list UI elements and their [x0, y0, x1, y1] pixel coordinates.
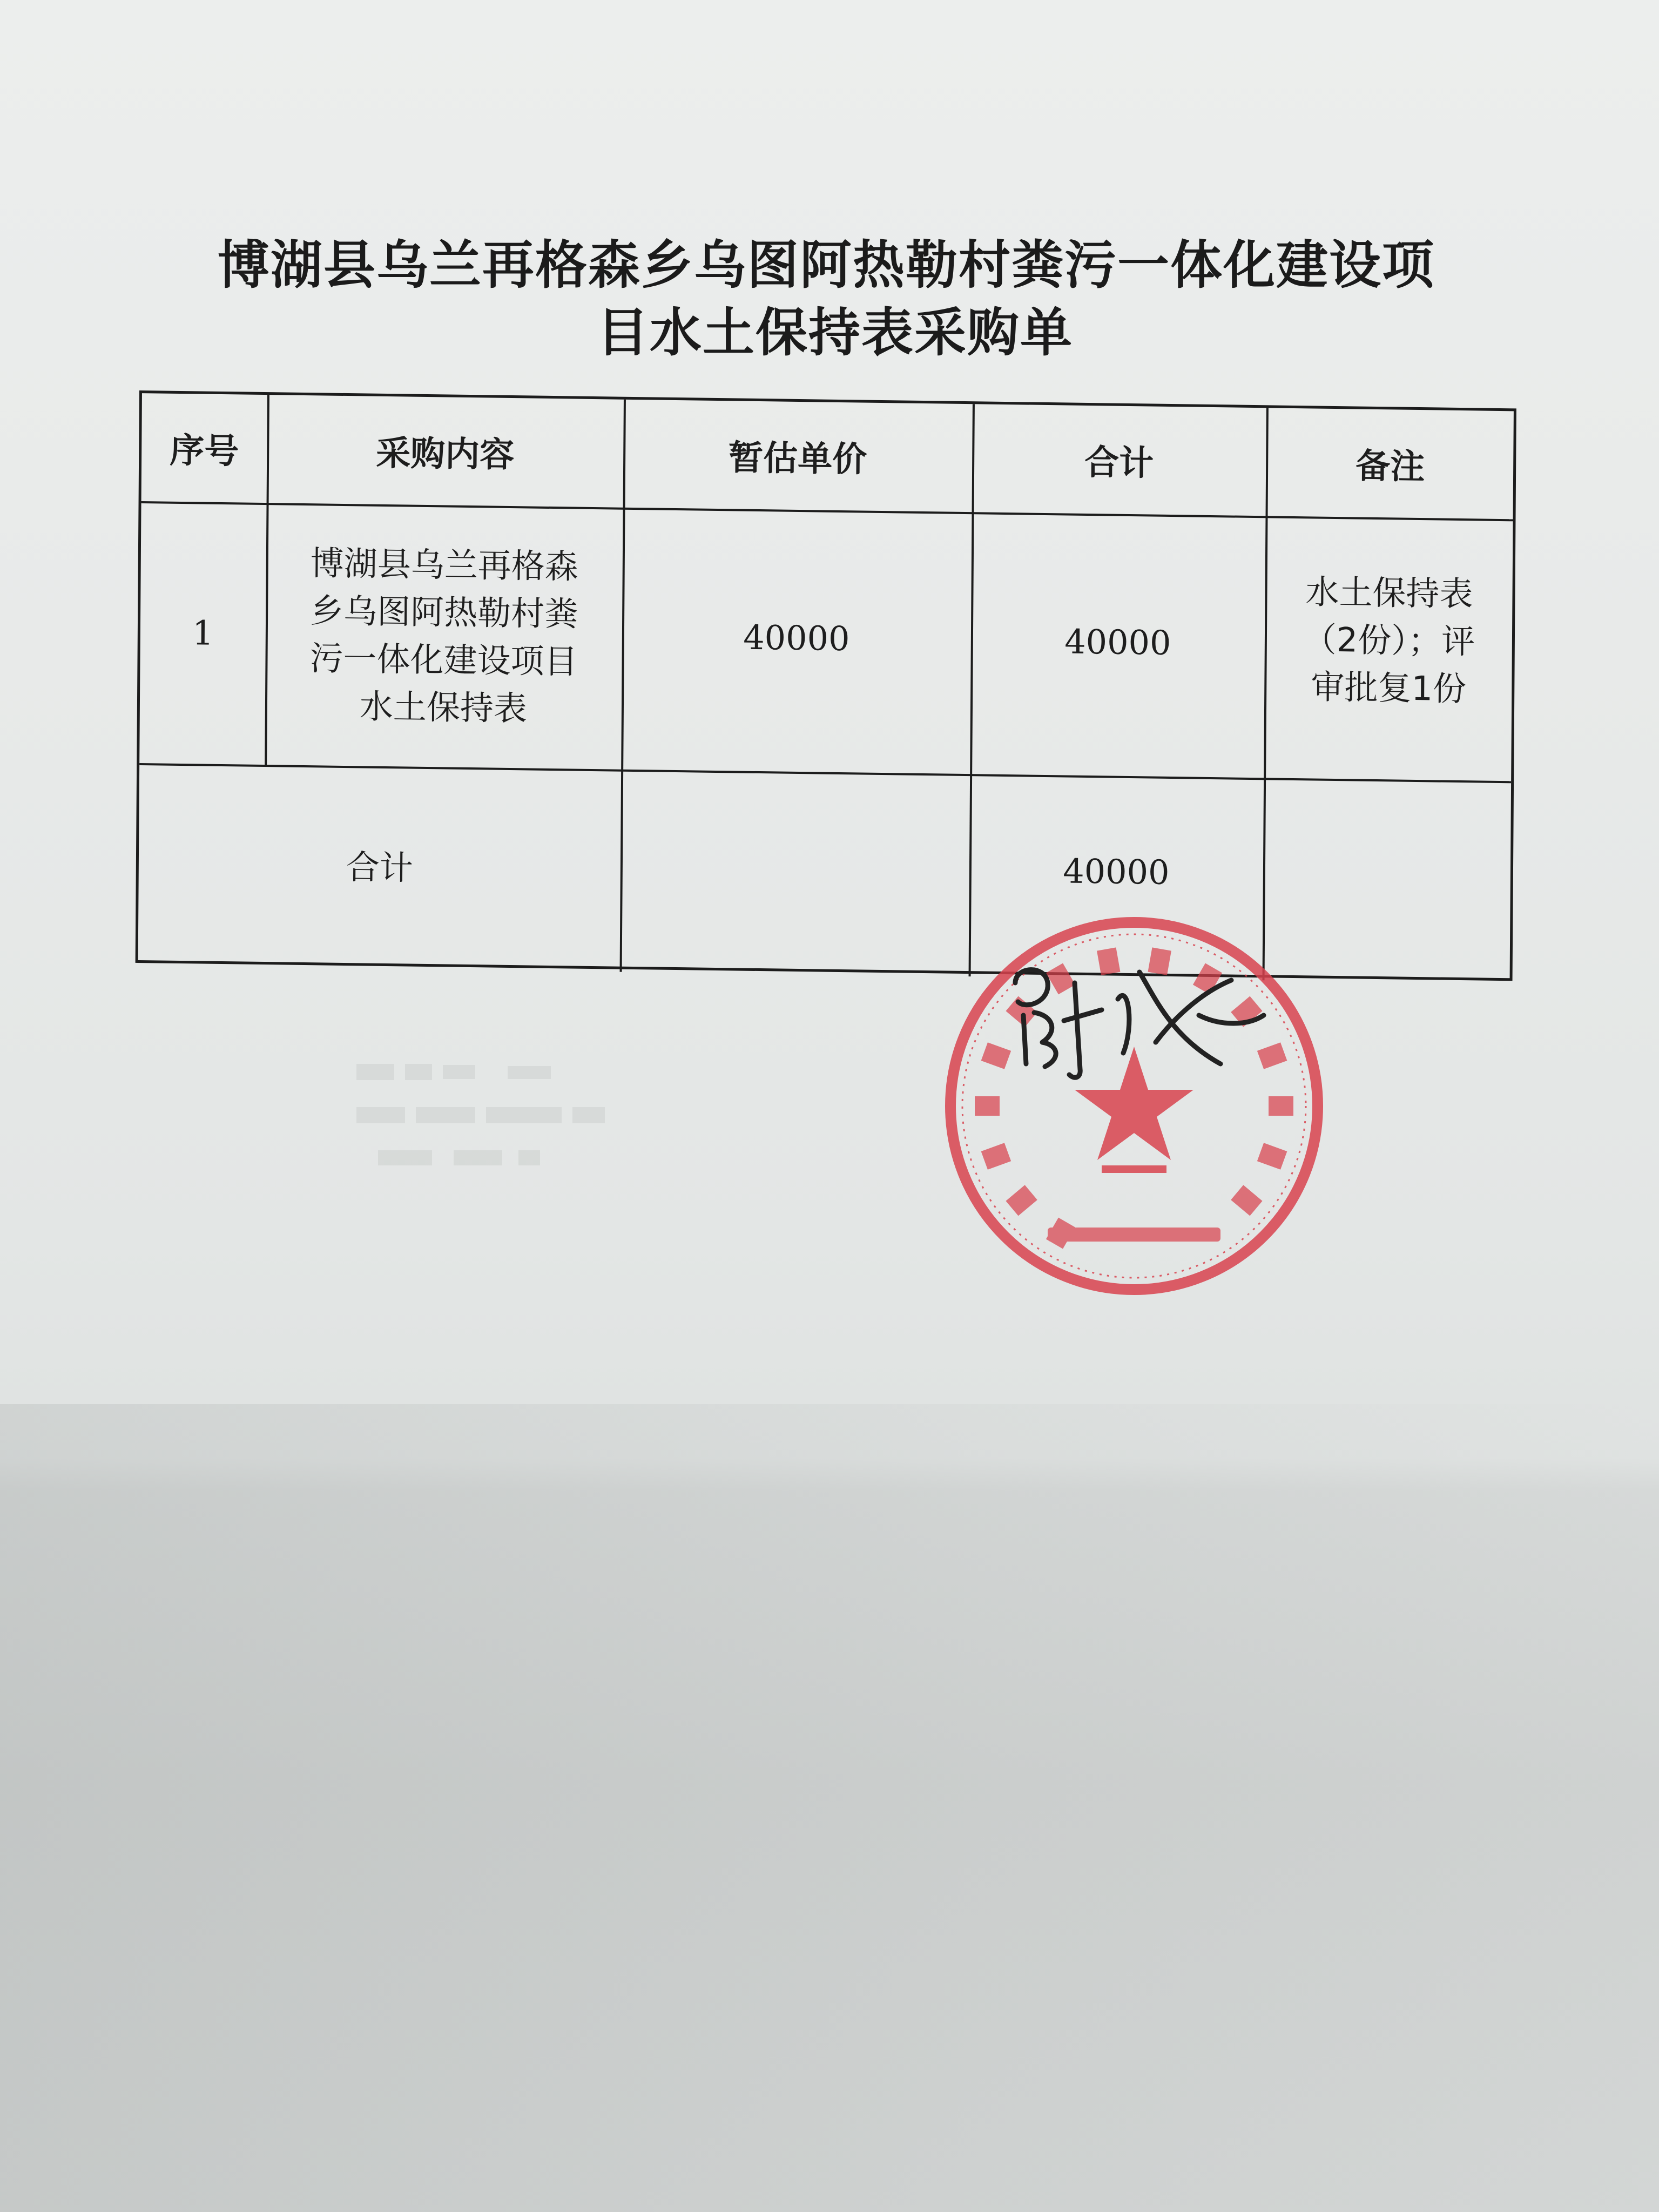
summary-unit-price	[620, 770, 970, 976]
row-1-unit-price: 40000	[743, 617, 850, 659]
row-1-total: 40000	[1064, 622, 1171, 663]
header-remark: 备注	[1355, 446, 1425, 488]
document-title-line-2: 目水土保持表采购单	[597, 302, 1073, 363]
row-1-content-line: 污一体化建设项目	[309, 638, 578, 682]
bleed-through-marks	[346, 1053, 616, 1193]
row-1-content-line: 博湖县乌兰再格森	[310, 543, 579, 586]
row-1-remark-line: 水土保持表	[1305, 571, 1473, 613]
row-1-content-line: 水土保持表	[359, 686, 528, 728]
row-1-index: 1	[192, 613, 214, 653]
summary-total: 40000	[1063, 851, 1170, 892]
header-unit-price: 暂估单价	[728, 438, 867, 480]
document-title-line-1: 博湖县乌兰再格森乡乌图阿热勒村粪污一体化建设项	[218, 234, 1435, 295]
header-total: 合计	[1084, 442, 1154, 484]
row-1-content	[265, 503, 623, 770]
row-1-content-line: 乡乌图阿热勒村粪	[309, 590, 578, 634]
summary-label: 合计	[346, 847, 414, 888]
row-1-remark-line: （2份）；评	[1303, 619, 1475, 661]
header-index: 序号	[169, 430, 239, 472]
procurement-table	[136, 390, 1516, 981]
header-content: 采购内容	[375, 433, 515, 476]
handwritten-signature	[994, 950, 1274, 1091]
row-1-remark	[1264, 516, 1514, 781]
row-1-remark-line: 审批复1份	[1311, 666, 1467, 709]
